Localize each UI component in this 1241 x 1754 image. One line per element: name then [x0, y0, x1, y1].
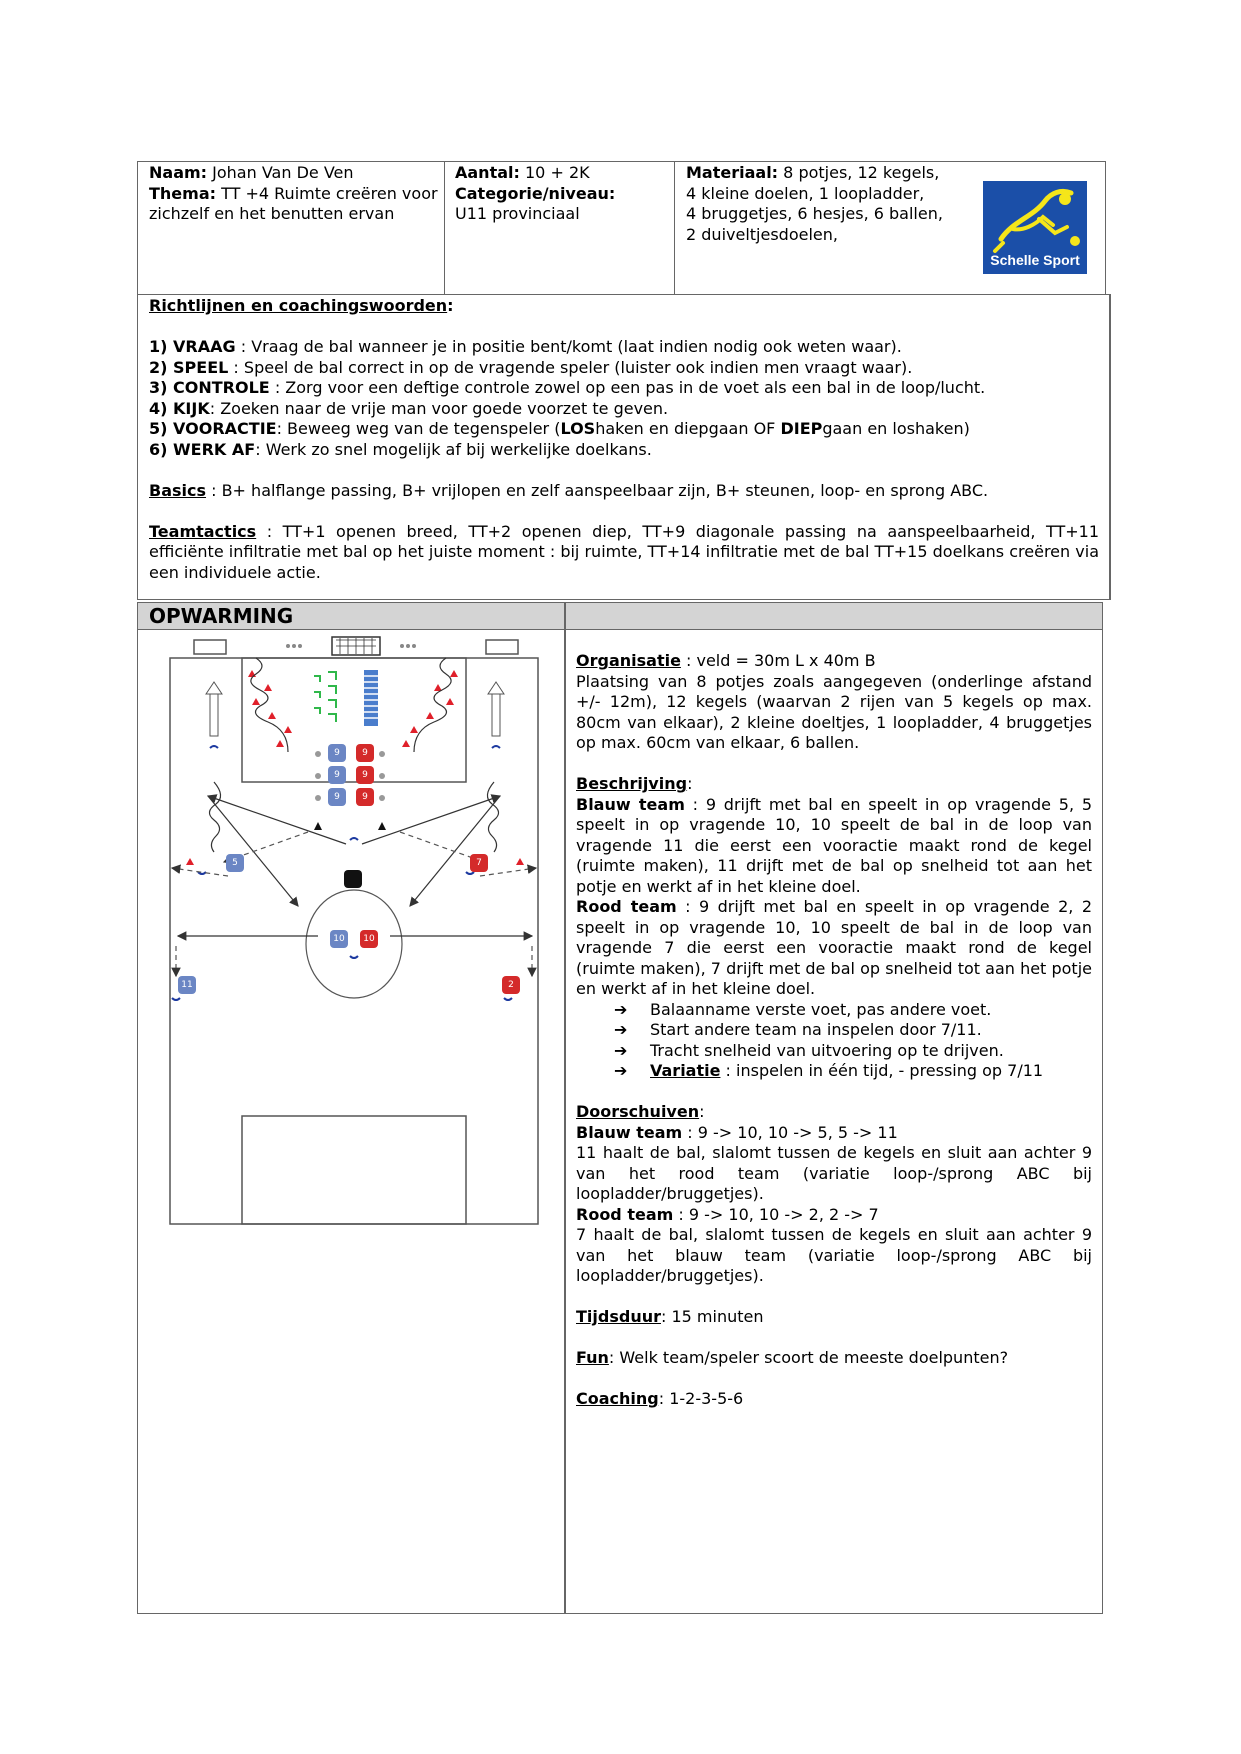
blauw-team-label: Blauw team: [576, 794, 685, 814]
player-blue: 10: [330, 930, 348, 948]
player-red: 10: [360, 930, 378, 948]
player-red: 9: [356, 744, 374, 762]
arrow-right-icon: ➔: [614, 1040, 628, 1060]
player-blue: 5: [226, 854, 244, 872]
categorie-value: U11 provinciaal: [455, 204, 580, 223]
rood-team-label: Rood team: [576, 897, 677, 916]
blauw-team-text: : 9 drijft met bal en speelt in op vragende 5, 5 speelt in op vragende 10, 10 speelt de bal in de loop van vragende 11 die eerst een vooractie maakt rond de kegel (ruimte maken), 11 drijft met de bal op snelheid tot aan het potje en werkt af in het kleine doel.: [576, 794, 1093, 896]
materiaal-line: 4 kleine doelen, 1 loopladder,: [686, 183, 925, 203]
richtlijn-item: 4) KIJK: Zoeken naar de vrije man voor goede voorzet te geven.: [149, 398, 669, 418]
richtlijn-item: 1) VRAAG : Vraag de bal wanneer je in positie bent/komt (laat indien nodig ook weten waar).: [149, 337, 902, 356]
richtlijnen-content: Richtlijnen en coachingswoorden: 1) VRAAG : Vraag de bal wanneer je in positie bent/komt (laat indien nodig ook weten waar). 2) SPEEL : Speel de bal correct in op de vragende speler (luister ook indien men vraagt waar). 3) CONTROLE : Zorg voor een deftige controle zowel op een pas in de voet als een bal in de loop/lucht. 4) KIJK: Zoeken naar de vrije man voor goede voorzet te geven. 5) VOORACTIE: Beweeg weg van de tegenspeler (LOShaken en diepgaan OF DIEPgaan en loshaken) 6) WERK AF: Werk zo snel mogelijk af bij werkelijke doelkans. Basics : B+ halflange passing, B+ vrijlopen en zelf aanspeelbaar zijn, B+ steunen, loop- en sprong ABC. Teamtactics : TT+1 openen breed, TT+2 openen diep, TT+9 diagonale passing na aanspeelbaarheid, TT+11 efficiënte infiltratie met bal op het juiste moment : bij ruimte, TT+14 infiltratie met de bal TT+15 doelkans creëren via een individuele actie.: [149, 296, 1099, 582]
naam-label: Naam:: [149, 163, 208, 182]
opwarming-divider: [564, 602, 566, 1614]
list-item: ➔ Tracht snelheid van uitvoering op te drijven.: [614, 1040, 1004, 1060]
teamtactics-line: Teamtactics : TT+1 openen breed, TT+2 openen diep, TT+9 diagonale passing na aanspeelbaarheid, TT+11 efficiënte infiltratie met bal op het juiste moment : bij ruimte, TT+14 infiltratie met de bal TT+15 doelkans creëren via een individuele actie.: [149, 521, 1099, 582]
field-diagram: [168, 636, 540, 1228]
doorschuiven-label: Doorschuiven: [576, 1102, 700, 1121]
player-red: 7: [470, 854, 488, 872]
header-aantal-cell: [455, 163, 670, 225]
beschrijving-label: Beschrijving: [576, 774, 688, 793]
cones-right: [402, 670, 458, 747]
header-divider-2: [674, 161, 675, 295]
small-goal-left: [194, 640, 226, 654]
hurdles-icon: [314, 672, 336, 722]
cones-left: [248, 670, 292, 747]
section-title: OPWARMING: [149, 604, 294, 628]
materiaal-line: 8 potjes, 12 kegels,: [783, 163, 940, 182]
arrow-right-icon: ➔: [614, 999, 628, 1019]
categorie-label: Categorie/niveau:: [455, 183, 616, 203]
header-materiaal-cell: [686, 163, 976, 245]
run-arrow-right: [488, 682, 504, 736]
organisatie-label: Organisatie: [576, 651, 681, 670]
small-goal-right: [486, 640, 518, 654]
bottom-penalty-area: [242, 1116, 466, 1224]
opwarming-content: Organisatie : veld = 30m L x 40m B Plaatsing van 8 potjes zoals aangegeven (onderlinge afstand +/- 12m), 12 kegels (waarvan 2 rijen van 5 kegels op max. 80cm van elkaar), 2 kleine doeltjes, 1 loopladder, 4 bruggetjes op max. 60cm van elkaar, 6 ballen. Beschrijving: Blauw team : 9 drijft met bal en speelt in op vragende 5, 5 speelt in op vragende 10, 10 speelt de bal in de loop van vragende 11 die eerst een vooractie maakt rond de kegel (ruimte maken), 11 drijft met de bal op snelheid tot aan het potje en werkt af in het kleine doel. Rood team : 9 drijft met bal en speelt in op vragende 2, 2 speelt in op vragende 10, 10 speelt de bal in de loop van vragende 7 die eerst een vooractie maakt rond de kegel (ruimte maken), 7 drijft met de bal op snelheid tot aan het potje en werkt af in het kleine doel. ➔ Balaanname verste voet, pas andere voet. ➔ Start andere team na inspelen door 7/11. ➔ Tracht snelheid van uitvoering op te drijven. ➔ Variatie : inspelen in één tijd, - pressing op 7/11 Doorschuiven: Blauw team : 9 -> 10, 10 -> 5, 5 -> 11 11 haalt de bal, slalomt tussen de kegels en sluit aan achter 9 van het rood team (variatie loop-/sprong ABC bij loopladder/bruggetjes). Rood team : 9 -> 10, 10 -> 2, 2 -> 7 7 haalt de bal, slalomt tussen de kegels en sluit aan achter 9 van het blauw team (variatie loop-/sprong ABC bij loopladder/bruggetjes). Tijdsduur: 15 minuten Fun: Welk team/speler scoort de meeste doelpunten? Coaching: 1-2-3-5-6: [576, 651, 1093, 1408]
center-circle: [306, 890, 402, 998]
rood-team-text: : 9 drijft met bal en speelt in op vragende 2, 2 speelt in op vragende 10, 10 speelt de bal in de loop van vragende 7 die eerst een vooractie maakt rond de kegel (ruimte maken), 7 drijft met de bal op snelheid tot aan het potje en werkt af in het kleine doel.: [576, 897, 1093, 998]
coaching-label: Coaching: [576, 1389, 659, 1408]
player-red: 2: [502, 976, 520, 994]
player-blue: 9: [328, 744, 346, 762]
header-name-cell: [149, 163, 439, 225]
basics-line: Basics : B+ halflange passing, B+ vrijlopen en zelf aanspeelbaar zijn, B+ steunen, loop- en sprong ABC.: [149, 480, 989, 500]
player-red: 9: [356, 766, 374, 784]
field-boundary: [170, 658, 538, 1224]
header-divider-1: [444, 161, 445, 295]
schelle-sport-logo: [983, 181, 1087, 274]
thema-label: Thema:: [149, 183, 217, 203]
richtlijn-item: 2) SPEEL : Speel de bal correct in op de vragende speler (luister ook indien men vraagt waar).: [149, 357, 913, 377]
doorschuiven-rood-body: 7 haalt de bal, slalomt tussen de kegels en sluit aan achter 9 van het blauw team (variatie loop-/sprong ABC bij loopladder/bruggetjes).: [576, 1225, 1092, 1285]
player-blue: 9: [328, 766, 346, 784]
opwarming-header-right: [566, 603, 1102, 630]
loopladder-icon: [364, 670, 378, 726]
tijdsduur-label: Tijdsduur: [576, 1307, 661, 1326]
list-item: ➔ Variatie : inspelen in één tijd, - pressing op 7/11: [614, 1061, 1044, 1080]
richtlijnen-title: Richtlijnen en coachingswoorden: [149, 296, 448, 315]
player-trainer: [344, 870, 362, 888]
materiaal-label: Materiaal:: [686, 163, 779, 182]
list-item: ➔ Balaanname verste voet, pas andere voet.: [614, 999, 992, 1019]
list-item: ➔ Start andere team na inspelen door 7/11.: [614, 1020, 982, 1039]
doorschuiven-blauw-body: 11 haalt de bal, slalomt tussen de kegels en sluit aan achter 9 van het rood team (variatie loop-/sprong ABC bij loopladder/bruggetjes).: [576, 1143, 1092, 1203]
player-blue: 9: [328, 788, 346, 806]
aantal-label: Aantal:: [455, 163, 520, 182]
top-penalty-area: [242, 658, 466, 782]
player-blue: 11: [178, 976, 196, 994]
tips-list: [576, 1000, 1092, 1082]
materiaal-line: 2 duiveltjesdoelen,: [686, 224, 838, 244]
richtlijn-item: 6) WERK AF: Werk zo snel mogelijk af bij werkelijke doelkans.: [149, 439, 652, 459]
thema-value: TT +4 Ruimte creëren voor zichzelf en het benutten ervan: [149, 183, 438, 223]
materiaal-line: 4 bruggetjes, 6 hesjes, 6 ballen,: [686, 204, 943, 223]
arrow-right-icon: ➔: [614, 1061, 628, 1080]
richtlijn-item: 5) VOORACTIE: Beweeg weg van de tegenspeler (LOShaken en diepgaan OF DIEPgaan en loshaken): [149, 419, 970, 438]
run-arrow-left: [206, 682, 222, 736]
player-red: 9: [356, 788, 374, 806]
fun-label: Fun: [576, 1348, 609, 1367]
naam-value: Johan Van De Ven: [212, 163, 354, 182]
training-field-svg: [168, 636, 540, 1228]
richtlijn-item: 3) CONTROLE : Zorg voor een deftige controle zowel op een pas in de voet als een bal in de loop/lucht.: [149, 378, 986, 397]
organisatie-body: Plaatsing van 8 potjes zoals aangegeven (onderlinge afstand +/- 12m), 12 kegels (waarvan 2 rijen van 5 kegels op max. 80cm van elkaar), 2 kleine doeltjes, 1 loopladder, 4 bruggetjes op max. 60cm van elkaar, 6 ballen.: [576, 671, 1092, 752]
arrow-right-icon: ➔: [614, 1020, 628, 1039]
aantal-value: 10 + 2K: [525, 163, 590, 182]
logo-text: Schelle Sport: [990, 252, 1080, 268]
